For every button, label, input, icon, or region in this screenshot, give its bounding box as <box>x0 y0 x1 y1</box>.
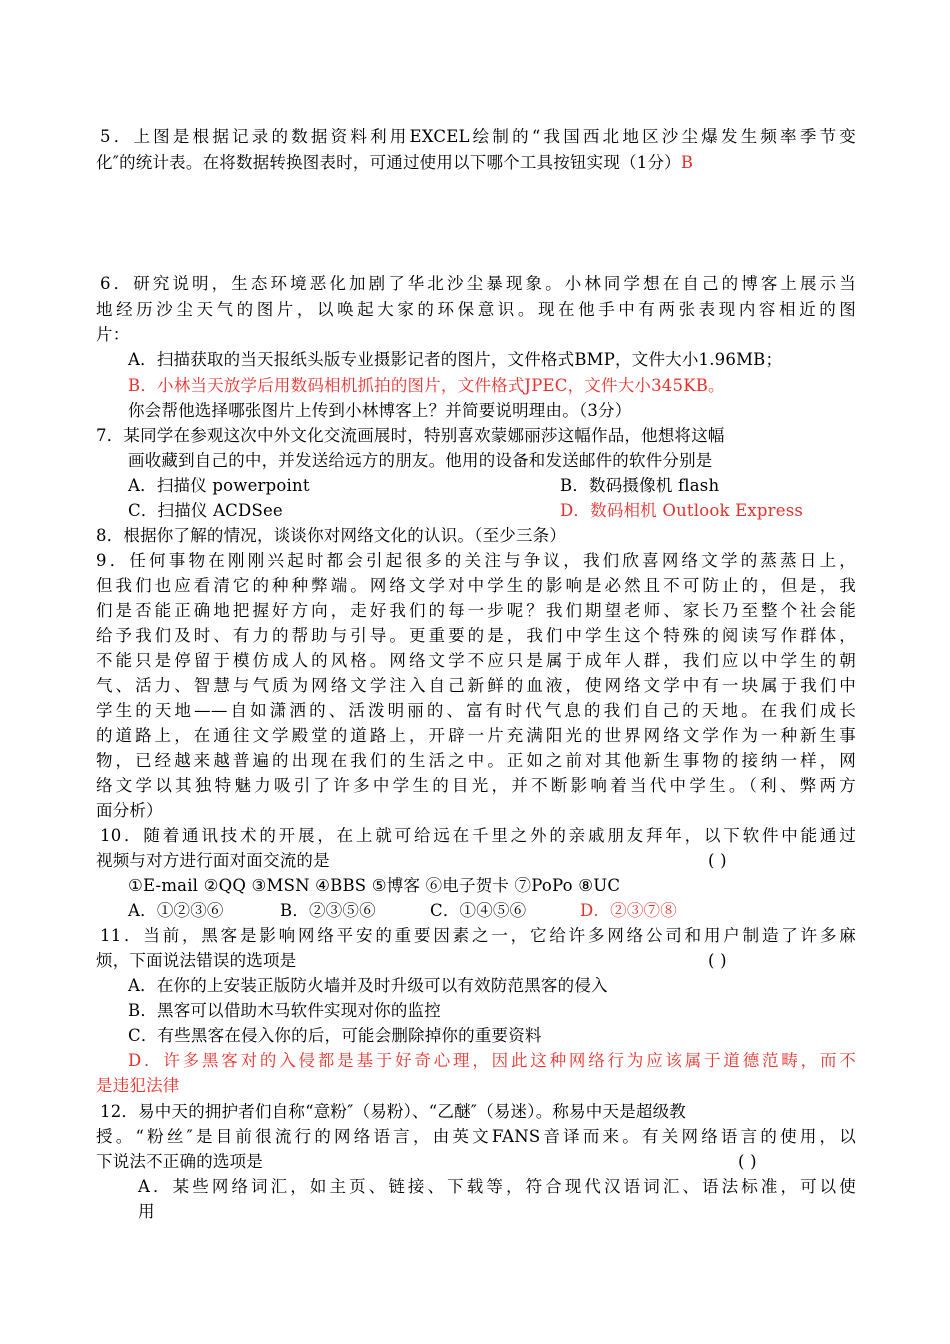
q10-option-c: C．①④⑤⑥ <box>430 901 527 920</box>
q5-answer: B <box>680 153 694 172</box>
q10-answer-paren: ( ) <box>708 851 727 870</box>
q5-line-2 <box>96 151 693 175</box>
q7-option-b: B．数码摄像机 flash <box>560 476 720 495</box>
q9-line-5: 不能只是停留于模仿成人的风格。网络文学不应只是属于成年人群，我们应以中学生的朝 <box>96 651 856 670</box>
q12-option-a-line-2: 用 <box>138 1202 155 1221</box>
q5-line-1: 5．上图是根据记录的数据资料利用EXCEL绘制的“我国西北地区沙尘爆发生频率季节变 <box>100 127 856 146</box>
q9-line-11: 面分析） <box>96 801 163 820</box>
q8-line-1: 8．根据你了解的情况，谈谈你对网络文化的认识。（至少三条） <box>96 526 567 545</box>
q11-option-d-line-2: 是违犯法律 <box>96 1076 180 1095</box>
q11-option-d-line-1: D．许多黑客对的入侵都是基于好奇心理，因此这种网络行为应该属于道德范畴，而不 <box>128 1051 856 1070</box>
q9-line-2: 但我们也应看清它的种种弊端。网络文学对中学生的影响是必然且不可防止的，但是，我 <box>96 576 856 595</box>
q10-option-d: D．②③⑦⑧ <box>580 901 677 920</box>
q10-items: ①E-mail ②QQ ③MSN ④BBS ⑤博客 ⑥电子贺卡 ⑦PoPo ⑧UC <box>128 876 621 895</box>
q10-line-1: 10．随着通讯技术的开展，在上就可给远在千里之外的亲戚朋友拜年，以下软件中能通过 <box>100 826 856 845</box>
q6-option-a: A．扫描获取的当天报纸头版专业摄影记者的图片，文件格式BMP，文件大小1.96MB； <box>128 350 783 369</box>
q10-option-a: A．①②③⑥ <box>128 901 224 920</box>
q12-line-3: 下说法不正确的选项是 <box>96 1152 263 1171</box>
q6-line-2: 地经历沙尘天气的图片，以唤起大家的环保意识。现在他手中有两张表现内容相近的图 <box>96 300 856 319</box>
q7-line-2: 画收藏到自己的中，并发送给远方的朋友。他用的设备和发送邮件的软件分别是 <box>128 451 713 470</box>
q9-line-4: 给予我们及时、有力的帮助与引导。更重要的是，我们中学生这个特殊的阅读写作群体， <box>96 626 856 645</box>
q9-line-3: 们是否能正确地把握好方向，走好我们的每一步呢？我们期望老师、家长乃至整个社会能 <box>96 601 856 620</box>
q11-option-c: C．有些黑客在侵入你的后，可能会删除掉你的重要资料 <box>128 1026 542 1045</box>
q7-line-1: 7．某同学在参观这次中外文化交流画展时，特别喜欢蒙娜丽莎这幅作品，他想将这幅 <box>96 426 725 445</box>
q9-line-7: 学生的天地——自如潇洒的、活泼明丽的、富有时代气息的我们自己的天地。在我们成长 <box>96 701 856 720</box>
q12-line-1: 12．易中天的拥护者们自称“意粉″（易粉）、“乙醚″（易迷）。称易中天是超级教 <box>100 1102 686 1121</box>
q6-option-b: B．小林当天放学后用数码相机抓拍的图片，文件格式JPEC，文件大小345KB。 <box>128 376 725 395</box>
q12-option-a-line-1: A．某些网络词汇，如主页、链接、下载等，符合现代汉语词汇、语法标准，可以使 <box>138 1177 856 1196</box>
q5-line-2-text: 化″的统计表。在将数据转换图表时，可通过使用以下哪个工具按钮实现（1分） <box>96 153 681 172</box>
q9-line-9: 物，已经越来越普遍的出现在我们的生活之中。正如之前对其他新生事物的接纳一样，网 <box>96 751 856 770</box>
q10-option-b: B．②③⑤⑥ <box>280 901 376 920</box>
q10-options <box>128 899 677 923</box>
q11-line-2: 烦，下面说法错误的选项是 <box>96 951 297 970</box>
q6-question: 你会帮他选择哪张图片上传到小林博客上？并简要说明理由。（3分） <box>128 401 632 420</box>
q7-option-d: D．数码相机 Outlook Express <box>560 501 804 520</box>
q11-line-1: 11．当前，黑客是影响网络平安的重要因素之一，它给许多网络公司和用户制造了许多麻 <box>100 926 856 945</box>
q7-option-a: A．扫描仪 powerpoint <box>128 476 310 495</box>
q12-line-2: 授。“粉丝″是目前很流行的网络语言，由英文FANS音译而来。有关网络语言的使用，以 <box>96 1127 856 1146</box>
q10-line-2: 视频与对方进行面对面交流的是 <box>96 851 330 870</box>
q6-line-1: 6．研究说明，生态环境恶化加剧了华北沙尘暴现象。小林同学想在自己的博客上展示当 <box>100 274 856 293</box>
q7-option-c: C．扫描仪 ACDSee <box>128 501 283 520</box>
q11-option-b: B．黑客可以借助木马软件实现对你的监控 <box>128 1001 441 1020</box>
q9-line-10: 络文学以其独特魅力吸引了许多中学生的目光，并不断影响着当代中学生。（利、弊两方 <box>96 776 856 795</box>
q6-line-3: 片： <box>96 325 130 344</box>
q11-answer-paren: ( ) <box>708 951 727 970</box>
q12-answer-paren: ( ) <box>738 1152 757 1171</box>
q9-line-8: 的道路上，在通往文学殿堂的道路上，开辟一片充满阳光的世界网络文学作为一种新生事 <box>96 726 856 745</box>
q9-line-6: 气、活力、智慧与气质为网络文学注入自己新鲜的血液，使网络文学中有一块属于我们中 <box>96 676 856 695</box>
q7-options-row-2 <box>128 499 804 523</box>
q9-line-1: 9．任何事物在刚刚兴起时都会引起很多的关注与争议，我们欣喜网络文学的蒸蒸日上， <box>96 551 856 570</box>
q11-option-a: A．在你的上安装正版防火墙并及时升级可以有效防范黑客的侵入 <box>128 976 608 995</box>
q7-options-row-1 <box>128 474 720 498</box>
